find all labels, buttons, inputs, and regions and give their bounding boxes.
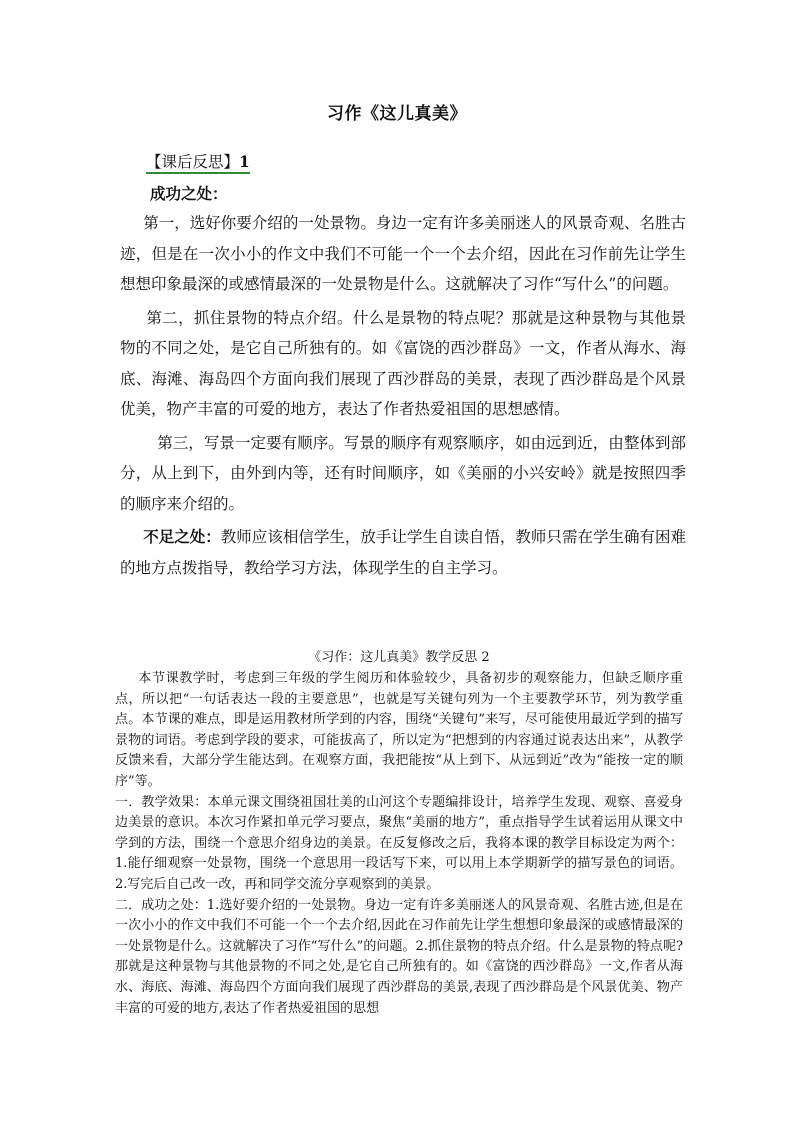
reflection-tag-number: 1	[239, 152, 250, 171]
document-title: 习作《这儿真美》	[327, 104, 467, 124]
paragraph-first: 第一，选好你要介绍的一处景物。身边一定有许多美丽迷人的风景奇观、名胜古迹，但是在一次小小的作文中我们不可能一个一个去介绍，因此在习作前先让学生想想印象最深的或感情最深的一处景物是什么。这就解决了习作“写什么”的问题。	[120, 214, 686, 293]
reflection2-title: 《习作：这儿真美》教学反思 2	[308, 650, 490, 665]
success-heading: 成功之处：	[150, 184, 228, 203]
reflection-section-2	[115, 648, 683, 1019]
paragraph-second: 第二，抓住景物的特点介绍。什么是景物的特点呢？那就是这种景物与其他景物的不同之处，是它自己所独有的。如《富饶的西沙群岛》一文，作者从海水、海底、海滩、海岛四个方面向我们展现了西沙群岛的美景，表现了西沙群岛是个风景优美，物产丰富的可爱的地方，表达了作者热爱祖国的思想感情。	[120, 308, 686, 418]
reflection-section-1	[120, 152, 686, 583]
reflection-tag	[146, 152, 250, 174]
reflection2-paragraph-1: 本节课教学时，考虑到三年级的学生阅历和体验较少，具备初步的观察能力，但缺乏顺序重点，所以把“一句话表达一段的主要意思”，也就是写关键句列为一个主要教学环节，列为教学重点。本节课的难点，即是运用教材所学到的内容，围绕“关键句”来写，尽可能使用最近学到的描写景物的词语。考虑到学段的要求，可能拔高了，所以定为“把想到的内容通过说表达出来”，从教学反馈来看，大部分学生能达到。在观察方面，我把能按“从上到下、从远到近”改为“能按一定的顺序”等。	[115, 671, 683, 789]
paragraph-third: 第三，写景一定要有顺序。写景的顺序有观察顺序，如由远到近，由整体到部分，从上到下，由外到内等，还有时间顺序，如《美丽的小兴安岭》就是按照四季的顺序来介绍的。	[120, 433, 686, 513]
reflection-tag-label: 【课后反思】	[146, 153, 240, 171]
reflection2-paragraph-2: 一．教学效果：本单元课文围绕祖国壮美的山河这个专题编排设计，培养学生发现、观察、喜爱身边美景的意识。本次习作紧扣单元学习要点，聚焦“美丽的地方”，重点指导学生试着运用从课文中学到的方法，围绕一个意思介绍身边的美景。在反复修改之后，我将本课的教学目标设定为两个：1.能仔细观察一处景物，围绕一个意思用一段话写下来，可以用上本学期新学的描写景色的词语。2.写完后自己改一改，再和同学交流分享观察到的美景。	[115, 794, 683, 892]
shortcoming-text: 教师应该相信学生，放手让学生自读自悟，教师只需在学生确有困难的地方点拨指导，教给学习方法，体现学生的自主学习。	[120, 528, 686, 577]
reflection2-paragraph-3: 二．成功之处：1.选好要介绍的一处景物。身边一定有许多美丽迷人的风景奇观、名胜古迹,但是在一次小小的作文中我们不可能一个一个去介绍,因此在习作前先让学生想想印象最深的或感情最深的一处景物是什么。这就解决了习作“写什么”的问题。2.抓住景物的特点介绍。什么是景物的特点呢?那就是这种景物与其他景物的不同之处,是它自己所独有的。如《富饶的西沙群岛》一文,作者从海水、海底、海滩、海岛四个方面向我们展现了西沙群岛的美景,表现了西沙群岛是个风景优美、物产丰富的可爱的地方,表达了作者热爱祖国的思想	[115, 897, 683, 1016]
paragraph-shortcoming	[120, 522, 686, 583]
shortcoming-label: 不足之处：	[143, 527, 221, 546]
